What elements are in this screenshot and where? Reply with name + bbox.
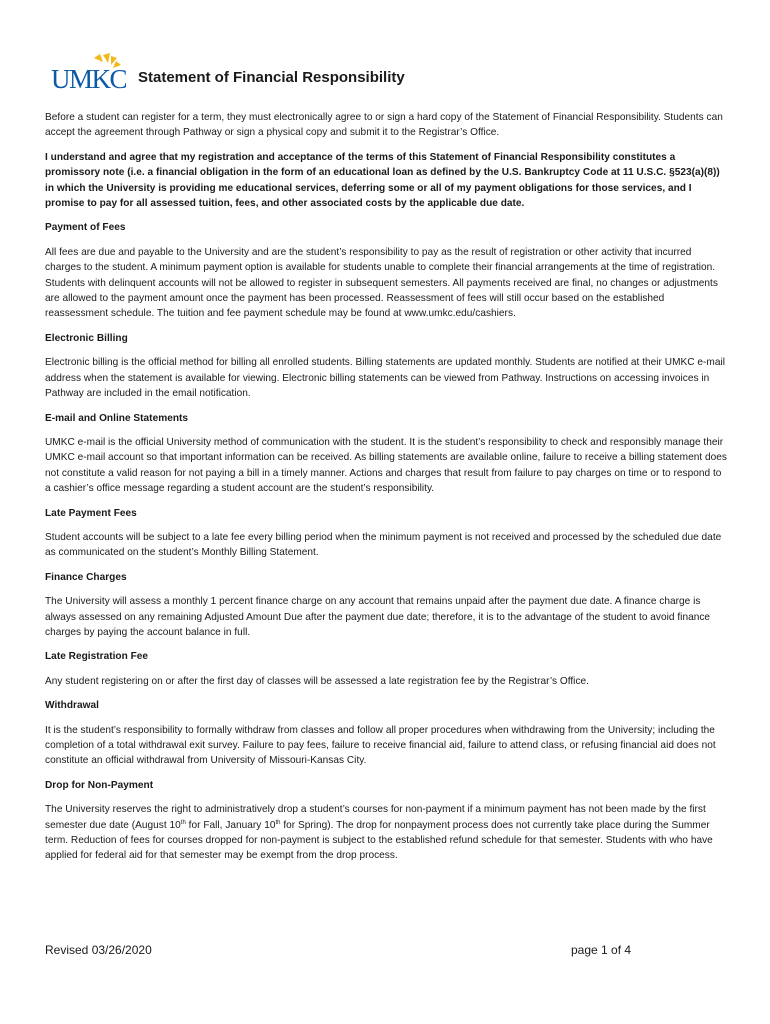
page-number: page 1 of 4 (571, 943, 632, 957)
section-payment-of-fees (45, 220, 729, 321)
drop-superscript-2: th (275, 819, 281, 826)
section-heading: Late Registration Fee (45, 651, 149, 663)
section-body: It is the student’s responsibility to formally withdraw from classes and follow all proper procedures when withdrawing from the University; including the completion of a total withdrawal exit survey. Failure to pay fees, failure to receive financial aid, failure to attend class, or refusing financial aid does not constitute an official withdrawal from University of Missouri-Kansas City. (45, 724, 716, 767)
section-heading: Late Payment Fees (45, 507, 137, 519)
document-body (45, 110, 729, 873)
section-body (45, 802, 729, 864)
section-body: Student accounts will be subject to a late fee every billing period when the minimum payment is not received and processed by the scheduled due date as communicated on the student’s Monthly Billing Statement. (45, 531, 722, 559)
section-body: Any student registering on or after the first day of classes will be assessed a late registration fee by the Registrar’s Office. (45, 675, 589, 687)
section-heading: Withdrawal (45, 700, 99, 712)
section-drop-for-non-payment (45, 778, 729, 864)
section-body: All fees are due and payable to the University and are the student’s responsibility to pay as the result of registration or other activity that incurred charges to the student. A minimum payment option is available for students unable to complete their financial arrangements at the time of registration. Students with delinquent accounts will not be allowed to register in subsequent semesters. All payments received are final, no changes or adjustments are allowed to the payment amount once the payment has been processed. Reassessment of fees will still occur based on the established reassessment schedule. The tuition and fee payment schedule may be found at www.umkc.edu/cashiers. (45, 246, 718, 320)
section-body: Electronic billing is the official method for billing all enrolled students. Billing statements are updated monthly. Students are notified at their UMKC e-mail address when the statement is available for viewing. Electronic billing statements can be viewed from Pathway. Instructions on accessing invoices in Pathway are included in the email notification. (45, 357, 725, 400)
section-withdrawal (45, 698, 729, 769)
page-title: Statement of Financial Responsibility (138, 69, 405, 86)
logo-gold-mark-1 (94, 54, 103, 62)
section-late-payment-fees (45, 506, 729, 561)
revised-date: Revised 03/26/2020 (45, 943, 152, 957)
section-heading: Drop for Non-Payment (45, 779, 154, 791)
agreement-paragraph: I understand and agree that my registration and acceptance of the terms of this Statement of Financial Responsibility constitutes a promissory note (i.e. a financial obligation in the form of an educational loan as defined by the U.S. Bankruptcy Code at 11 U.S.C. §523(a)(8)) in which the University is providing me educational services, deferring some or all of my payment obligations for those services, and I promise to pay for all assessed tuition, fees, and other associated costs by the applicable due date. (45, 151, 720, 210)
section-heading: Electronic Billing (45, 332, 128, 344)
logo-wordmark: UMKC (51, 64, 127, 94)
section-email-online-statements (45, 411, 729, 497)
drop-text-1: The University reserves the right to administratively drop a student’s courses for non-payment if a minimum payment has not been made by the first semester due date (August 10 (45, 804, 706, 831)
section-late-registration-fee (45, 649, 729, 689)
drop-text-2: for Fall, January 10 (185, 819, 276, 831)
drop-superscript-1: th (180, 819, 186, 826)
section-finance-charges (45, 570, 729, 641)
document-header (50, 52, 730, 102)
section-body: UMKC e-mail is the official University method of communication with the student. It is the student’s responsibility to check and responsibly manage their UMKC e-mail account so that important information can be received. As billing statements are available online, failure to receive a billing statement does not constitute a valid reason for not paying a bill in a timely manner. Actions and charges that result from failure to pay charges on time or to respond to a cashier’s office message regarding a student account are the student’s responsibility. (45, 436, 727, 495)
section-heading: E-mail and Online Statements (45, 412, 189, 424)
section-body: The University will assess a monthly 1 percent finance charge on any account that remains unpaid after the payment due date. A finance charge is always assessed on any remaining Adjusted Amount Due after the payment due date; therefore, it is to the advantage of the student to avoid finance charges by paying the account balance in full. (45, 596, 711, 638)
umkc-logo-graphic (50, 52, 130, 98)
drop-text-3: for Spring). The drop for nonpayment process does not currently take place during the Summer term. Reduction of fees for courses dropped for non-payment is subject to the established refund schedule for that semester. Students with who have applied for federal aid for that semester may be exempt from the drop process. (45, 819, 713, 862)
section-heading: Finance Charges (45, 571, 127, 583)
umkc-logo (50, 52, 130, 98)
section-heading: Payment of Fees (45, 222, 126, 234)
logo-gold-mark-2 (103, 53, 110, 63)
intro-paragraph: Before a student can register for a term, they must electronically agree to or sign a hard copy of the Statement of Financial Responsibility. Students can accept the agreement through Pathway or sign a physical copy and submit it to the Registrar’s Office. (45, 112, 723, 139)
section-electronic-billing (45, 331, 729, 402)
